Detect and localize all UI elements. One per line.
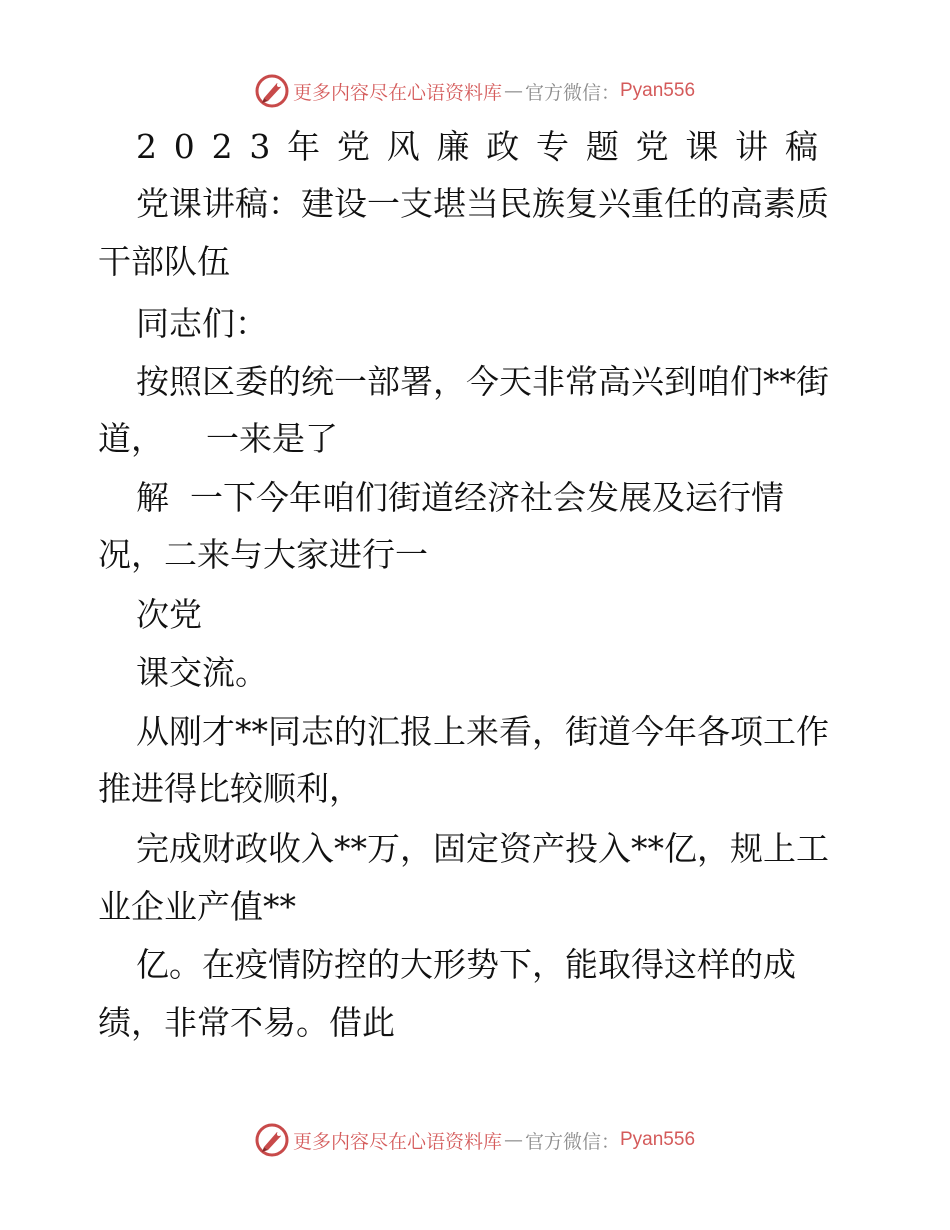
title-char: 课: [685, 127, 719, 166]
paragraph-line: 课交流。: [136, 653, 268, 692]
banner-site-text: 更多内容尽在心语资料库: [292, 1130, 502, 1153]
document-title: [136, 127, 818, 166]
banner-wechat-handle: Pyan556: [620, 80, 696, 101]
paragraph-line: 况，二来与大家进行一: [98, 535, 428, 574]
paragraph-line: 党课讲稿：建设一支堪当民族复兴重任的高素质: [136, 184, 829, 223]
title-char: 年: [287, 127, 321, 166]
banner-dash: —: [503, 80, 523, 102]
title-char: 党: [635, 127, 669, 166]
paragraph-line: 业企业产值**: [98, 887, 296, 926]
title-char: 风: [386, 127, 420, 166]
title-char: 廉: [436, 127, 470, 166]
paragraph-line: 绩，非常不易。借此: [98, 1003, 395, 1042]
footer-watermark-banner: [0, 1120, 950, 1160]
title-char: 专: [536, 127, 570, 166]
title-char: 题: [585, 127, 619, 166]
paragraph-line: 按照区委的统一部署，今天非常高兴到咱们**街: [136, 362, 829, 401]
title-char: 3: [249, 127, 271, 166]
paragraph-line: 完成财政收入**万，固定资产投入**亿，规上工: [136, 829, 829, 868]
title-char: 2: [211, 127, 233, 166]
salutation-line: 同志们：: [136, 304, 268, 343]
title-char: 政: [486, 127, 520, 166]
title-char: 2: [136, 127, 157, 166]
banner-wechat-label: 官方微信：: [524, 81, 620, 104]
paragraph-line: 道， 一来是了: [98, 419, 338, 458]
paragraph-line: 干部队伍: [98, 242, 230, 281]
banner-site-text: 更多内容尽在心语资料库: [292, 81, 502, 104]
paragraph-line: 亿。在疫情防控的大形势下，能取得这样的成: [136, 945, 796, 984]
paragraph-line: 解 一下今年咱们街道经济社会发展及运行情: [136, 478, 784, 517]
title-char: 讲: [735, 127, 769, 166]
banner-dash: —: [503, 1129, 523, 1151]
pen-logo-icon: [255, 1123, 289, 1157]
paragraph-line: 推进得比较顺利，: [98, 769, 362, 808]
title-char: 稿: [784, 127, 818, 166]
title-char: 0: [173, 127, 195, 166]
title-char: 党: [336, 127, 370, 166]
banner-wechat-label: 官方微信：: [524, 1130, 620, 1153]
paragraph-line: 次党: [136, 595, 202, 634]
paragraph-line: 从刚才**同志的汇报上来看，街道今年各项工作: [136, 712, 829, 751]
banner-wechat-handle: Pyan556: [620, 1129, 696, 1150]
